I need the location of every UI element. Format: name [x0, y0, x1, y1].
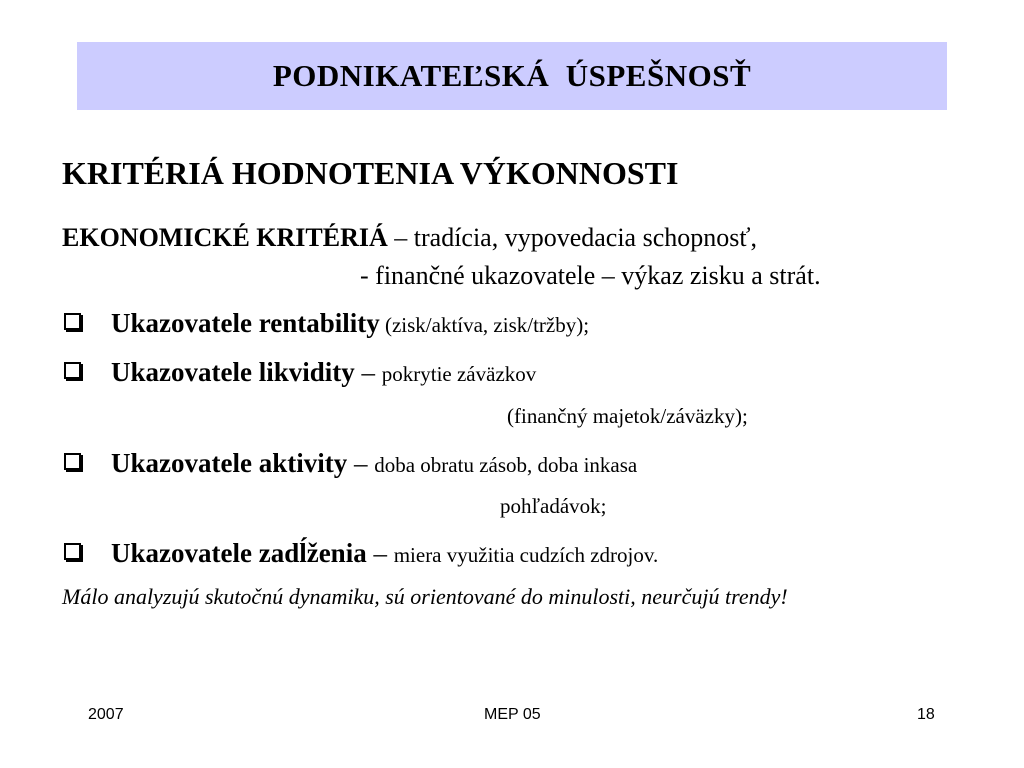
bullet-dash: –	[347, 448, 375, 478]
checkbox-bullet-icon	[64, 313, 81, 330]
bullet-detail: miera využitia cudzích zdrojov.	[393, 543, 659, 567]
economic-criteria-text: – tradícia, vypovedacia schopnosť,	[387, 223, 757, 252]
economic-criteria-label: EKONOMICKÉ KRITÉRIÁ	[62, 223, 388, 252]
title-banner	[77, 42, 947, 110]
bullet-detail: (zisk/aktíva, zisk/tržby);	[379, 313, 590, 337]
bullet-title: Ukazovatele zadĺženia	[111, 538, 367, 568]
bullet-continuation: pohľadávok;	[500, 494, 607, 518]
footer-course: MEP 05	[484, 706, 541, 723]
checkbox-bullet-icon	[64, 543, 81, 560]
bullet-detail: doba obratu zásob, doba inkasa	[374, 453, 638, 477]
bullet-continuation: (finančný majetok/záväzky);	[507, 404, 748, 428]
bullet-title: Ukazovatele rentability	[111, 308, 380, 338]
section-heading: KRITÉRIÁ HODNOTENIA VÝKONNOSTI	[62, 155, 679, 191]
bullet-title: Ukazovatele aktivity	[111, 448, 348, 478]
footer-year: 2007	[88, 706, 124, 723]
bullet-title: Ukazovatele likvidity	[111, 357, 355, 387]
bullet-dash: –	[366, 538, 394, 568]
economic-criteria-line	[62, 223, 757, 253]
bullet-likvidity	[64, 357, 536, 388]
checkbox-bullet-icon	[64, 362, 81, 379]
bullet-aktivity	[64, 448, 637, 479]
bullet-zadlzenia	[64, 538, 658, 569]
economic-criteria-line-2: - finančné ukazovatele – výkaz zisku a strát.	[360, 261, 821, 290]
checkbox-bullet-icon	[64, 453, 81, 470]
slide-title: PODNIKATEĽSKÁ ÚSPEŠNOSŤ	[272, 58, 752, 93]
bullet-detail: pokrytie záväzkov	[381, 362, 537, 386]
bullet-rentability	[64, 308, 589, 339]
italic-note: Málo analyzujú skutočnú dynamiku, sú orientované do minulosti, neurčujú trendy!	[62, 584, 788, 609]
footer-page-number: 18	[917, 706, 935, 723]
bullet-dash: –	[354, 357, 382, 387]
